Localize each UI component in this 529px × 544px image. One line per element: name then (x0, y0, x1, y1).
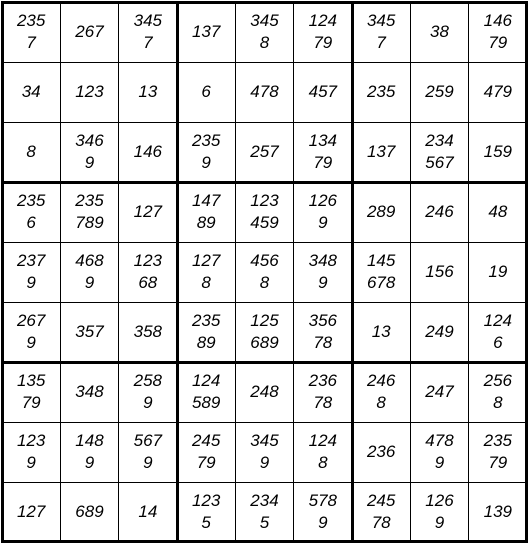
sudoku-cell-r2c3[interactable]: 13 (138, 82, 158, 101)
sudoku-cell-r5c3[interactable]: 123 68 (133, 251, 162, 292)
sudoku-cell-r6c2[interactable]: 357 (75, 322, 104, 341)
sudoku-cell-r7c7[interactable]: 246 8 (366, 371, 396, 412)
sudoku-cell-r3c8[interactable]: 234 567 (425, 131, 454, 172)
sudoku-cell-r8c3[interactable]: 567 9 (133, 431, 162, 472)
sudoku-cell-r1c7[interactable]: 345 7 (366, 11, 396, 52)
sudoku-cell-r5c1[interactable]: 237 9 (16, 251, 46, 292)
sudoku-cell-r8c6[interactable]: 124 8 (308, 431, 337, 472)
sudoku-cell-r7c8[interactable]: 247 (425, 382, 454, 401)
sudoku-cell-r3c9[interactable]: 159 (483, 142, 512, 161)
sudoku-cell-r6c3[interactable]: 358 (133, 322, 162, 341)
sudoku-cell-r9c3[interactable]: 14 (138, 502, 158, 521)
sudoku-cell-r3c1[interactable]: 8 (26, 142, 36, 161)
sudoku-cell-r8c8[interactable]: 478 9 (425, 431, 454, 472)
sudoku-cell-r1c5[interactable]: 345 8 (250, 11, 279, 52)
sudoku-cell-r8c2[interactable]: 148 9 (75, 431, 104, 472)
sudoku-cell-r3c5[interactable]: 257 (250, 142, 279, 161)
sudoku-cell-r9c5[interactable]: 234 5 (250, 491, 279, 532)
sudoku-cell-r2c2[interactable]: 123 (75, 82, 104, 101)
sudoku-board (2, 2, 527, 542)
sudoku-cell-r5c9[interactable]: 19 (488, 262, 508, 281)
sudoku-cell-r1c6[interactable]: 124 79 (308, 11, 337, 52)
sudoku-cell-r2c6[interactable]: 457 (308, 82, 337, 101)
sudoku-cell-r9c8[interactable]: 126 9 (425, 491, 454, 532)
sudoku-cell-r9c7[interactable]: 245 78 (366, 491, 396, 532)
sudoku-cell-r9c9[interactable]: 139 (483, 502, 512, 521)
sudoku-cell-r5c2[interactable]: 468 9 (75, 251, 104, 292)
sudoku-cell-r3c3[interactable]: 146 (133, 142, 162, 161)
sudoku-cell-r2c7[interactable]: 235 (366, 82, 396, 101)
sudoku-cell-r5c7[interactable]: 145 678 (366, 251, 396, 292)
sudoku-cell-r1c2[interactable]: 267 (75, 22, 104, 41)
sudoku-cell-r4c5[interactable]: 123 459 (250, 191, 279, 232)
sudoku-cell-r7c9[interactable]: 256 8 (483, 371, 512, 412)
sudoku-cell-r5c6[interactable]: 348 9 (308, 251, 337, 292)
sudoku-cell-r8c5[interactable]: 345 9 (250, 431, 279, 472)
sudoku-cell-r8c4[interactable]: 245 79 (191, 431, 221, 472)
sudoku-cell-r6c8[interactable]: 249 (425, 322, 454, 341)
sudoku-cell-r9c1[interactable]: 127 (16, 502, 46, 521)
sudoku-cell-r2c1[interactable]: 34 (21, 82, 41, 101)
sudoku-cell-r2c5[interactable]: 478 (250, 82, 279, 101)
sudoku-cell-r1c4[interactable]: 137 (191, 22, 221, 41)
sudoku-cell-r7c6[interactable]: 236 78 (308, 371, 337, 412)
sudoku-cell-r8c9[interactable]: 235 79 (483, 431, 512, 472)
sudoku-cell-r9c2[interactable]: 689 (75, 502, 104, 521)
sudoku-cell-r1c8[interactable]: 38 (430, 22, 449, 41)
sudoku-cell-r9c4[interactable]: 123 5 (191, 491, 221, 532)
sudoku-cell-r6c7[interactable]: 13 (371, 322, 391, 341)
sudoku-cell-r6c5[interactable]: 125 689 (250, 311, 279, 352)
sudoku-cell-r6c1[interactable]: 267 9 (16, 311, 46, 352)
sudoku-cell-r5c8[interactable]: 156 (425, 262, 454, 281)
sudoku-cell-r2c4[interactable]: 6 (201, 82, 211, 101)
sudoku-cell-r1c3[interactable]: 345 7 (133, 11, 162, 52)
sudoku-cell-r7c2[interactable]: 348 (75, 382, 104, 401)
sudoku-cell-r4c3[interactable]: 127 (133, 202, 162, 221)
sudoku-cell-r3c7[interactable]: 137 (366, 142, 396, 161)
sudoku-cell-r1c9[interactable]: 146 79 (483, 11, 512, 52)
sudoku-cell-r3c4[interactable]: 235 9 (191, 131, 221, 172)
sudoku-cell-r9c6[interactable]: 578 9 (308, 491, 337, 532)
sudoku-cell-r4c6[interactable]: 126 9 (308, 191, 337, 232)
sudoku-cell-r5c4[interactable]: 127 8 (191, 251, 221, 292)
sudoku-cell-r4c9[interactable]: 48 (488, 202, 508, 221)
sudoku-cell-r6c6[interactable]: 356 78 (308, 311, 337, 352)
sudoku-cell-r4c8[interactable]: 246 (425, 202, 454, 221)
sudoku-cell-r4c4[interactable]: 147 89 (191, 191, 221, 232)
sudoku-cell-r4c1[interactable]: 235 6 (16, 191, 46, 232)
sudoku-cell-r4c7[interactable]: 289 (366, 202, 396, 221)
sudoku-cell-r1c1[interactable]: 235 7 (16, 11, 46, 52)
sudoku-cell-r6c9[interactable]: 124 6 (483, 311, 512, 352)
sudoku-cell-r8c1[interactable]: 123 9 (16, 431, 46, 472)
sudoku-cell-r3c2[interactable]: 346 9 (75, 131, 104, 172)
sudoku-cell-r2c8[interactable]: 259 (425, 82, 454, 101)
sudoku-cell-r5c5[interactable]: 456 8 (250, 251, 279, 292)
sudoku-cell-r7c4[interactable]: 124 589 (191, 371, 221, 412)
sudoku-cell-r7c1[interactable]: 135 79 (16, 371, 46, 412)
sudoku-cell-r7c3[interactable]: 258 9 (133, 371, 162, 412)
sudoku-cell-r8c7[interactable]: 236 (366, 442, 396, 461)
sudoku-cell-r7c5[interactable]: 248 (250, 382, 279, 401)
sudoku-cell-r2c9[interactable]: 479 (483, 82, 512, 101)
sudoku-cell-r4c2[interactable]: 235 789 (75, 191, 104, 232)
sudoku-cell-r3c6[interactable]: 134 79 (308, 131, 337, 172)
sudoku-cell-r6c4[interactable]: 235 89 (191, 311, 221, 352)
